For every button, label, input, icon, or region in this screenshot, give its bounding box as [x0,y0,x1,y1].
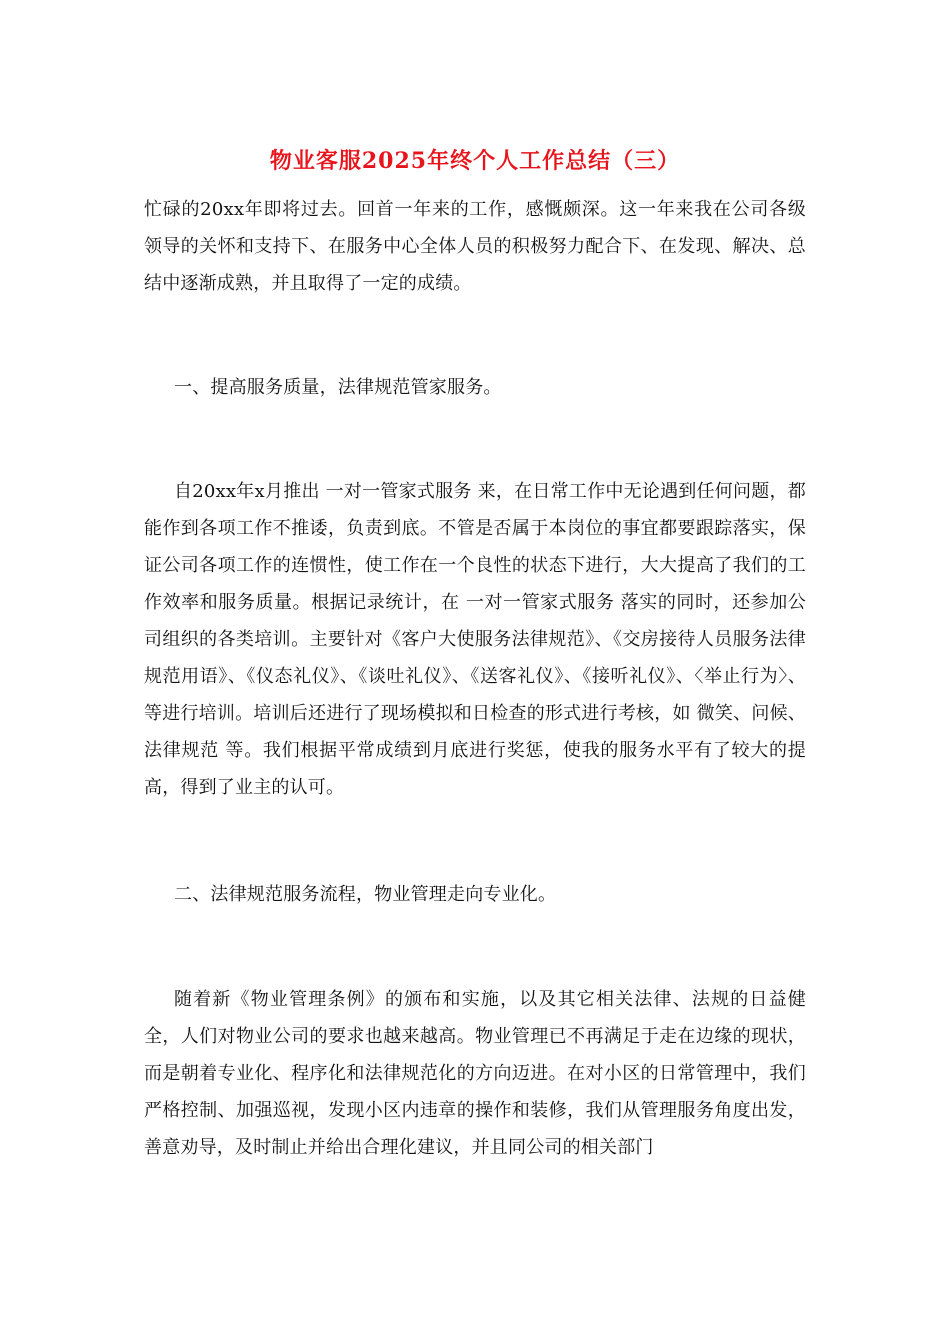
intro-paragraph: 忙碌的20xx年即将过去。回首一年来的工作，感慨颇深。这一年来我在公司各级领导的关怀和支持下、在服务中心全体人员的积极努力配合下、在发现、解决、总结中逐渐成熟，并且取得了一定的成绩。 [144,199,806,294]
section-heading-1: 一、提高服务质量，法律规范管家服务。 [174,377,502,398]
body-paragraph-1: 自20xx年x月推出 一对一管家式服务 来，在日常工作中无论遇到任何问题，都能作到各项工作不推诿，负责到底。不管是否属于本岗位的事宜都要跟踪落实，保证公司各项工作的连惯性，使工作在一个良性的状态下进行，大大提高了我们的工作效率和服务质量。根据记录统计，在 一对一管家式服务 落实的同时，还参加公司组织的各类培训。主要针对《客户大使服务法律规范》、《交房接待人员服务法律规范用语》、《仪态礼仪》、《谈吐礼仪》、《送客礼仪》、《接听礼仪》、〈举止行为〉、等进行培训。培训后还进行了现场模拟和日检查的形式进行考核，如 微笑、问候、法律规范 等。我们根据平常成绩到月底进行奖惩，使我的服务水平有了较大的提高，得到了业主的认可。 [144,481,806,798]
body-paragraph-2: 随着新《物业管理条例》的颁布和实施，以及其它相关法律、法规的日益健全，人们对物业公司的要求也越来越高。物业管理已不再满足于走在边缘的现状，而是朝着专业化、程序化和法律规范化的方向迈进。在对小区的日常管理中，我们严格控制、加强巡视，发现小区内违章的操作和装修，我们从管理服务角度出发，善意劝导，及时制止并给出合理化建议，并且同公司的相关部门 [144,989,806,1158]
section-heading-2: 二、法律规范服务流程，物业管理走向专业化。 [174,884,557,905]
document-title: 物业客服2025年终个人工作总结（三） [269,148,681,174]
